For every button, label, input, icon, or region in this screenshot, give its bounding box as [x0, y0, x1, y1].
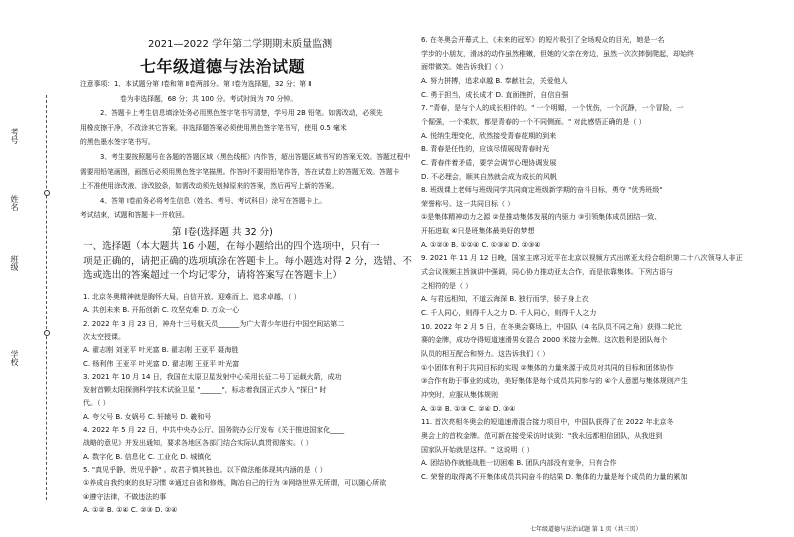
page-footer: 七年级道德与法治试题 第 1 页（共三页）: [530, 526, 642, 533]
sidebar-label-banji: 班级: [10, 255, 19, 271]
question-line: C. 勇于担当，成长成才 D. 直面挫折，自信自强: [421, 90, 569, 99]
question-line: A. ①② B. ①④ C. ②③ D. ②④: [83, 505, 178, 514]
question-line: 开拓进取 ④只是班集体最美好的梦想: [421, 227, 535, 236]
question-line: 奥会上的首枚金牌。范可新在接受采访时谈到："我永远都相信团队，从我进到: [421, 431, 663, 440]
question-line: 次太空授课。: [83, 332, 125, 341]
note-line: 4、答第 Ⅰ卷前务必将考生信息（姓名、考号、考试科目）涂写在答题卡上。: [100, 196, 326, 205]
question-line: 式会议视频主旨演讲中强调，同心协力推动亚太合作，而是依靠集体。下列古语与: [421, 268, 673, 277]
question-line: C. 荣誉的取得离不开集体成员共同奋斗的结果 D. 集体的力量是每个成员的力量的累加: [421, 472, 688, 481]
question-line: A. 共创未来 B. 开拓创新 C. 攻坚克难 D. 万众一心: [83, 306, 240, 315]
question-line: ①养成自我约束的良好习惯 ②通过自省和修炼，陶冶自己的行为 ③网络世界无所谓，可以随心所欲: [83, 479, 387, 488]
question-line: A. 努力拼搏，追求卓越 B. 奉献社会，关爱他人: [421, 76, 568, 85]
note-line: 上不准使用涂改液、涂改胶条，如需改动须先划掉原来的答案，然后再写上新的答案。: [80, 182, 339, 191]
question-line: ①小团体有利于共同目标的实现 ②集体的力量来源于成员对共同的目标和团体协作: [421, 363, 674, 372]
question-line: 10. 2022 年 2 月 5 日，在冬奥会赛场上，中国队（4 名队员不同之角）获得二轮比: [421, 322, 682, 331]
exam-name: 2021—2022 学年第二学期期末质量监测: [148, 39, 333, 50]
question-line: A. 悦纳生理变化，欣然接受青春花期的到来: [421, 131, 557, 140]
question-line: A. 翟志刚 刘亚平 叶光富 B. 翟志刚 王亚平 聂海胜: [83, 346, 239, 355]
question-line: C. 千人同心，则得千人之力 D. 千人同心，则得千人之力: [421, 309, 597, 317]
question-line: 3. 2021 年 10 月 14 日，我国在太原卫星发射中心采用长征二号丁运载火箭，成功: [83, 372, 342, 381]
question-line: C. 杨利伟 王亚平 叶光富 D. 翟志刚 王亚平 叶光富: [83, 359, 240, 368]
page-title: 七年级道德与法治试题: [140, 57, 306, 76]
note-line: 用橡皮擦干净，不改涂其它答案。非选择题答案必须使用黑色签字笔书写，使用 0.5 毫米: [80, 123, 347, 132]
question-line: C. 青春伴着矛盾，要学会调节心理协调发展: [421, 158, 557, 167]
question-line: A. ①② B. ①③ C. ②④ D. ③④: [421, 404, 516, 413]
question-line: 发射首颗太阳探测科学技术试验卫星 "______"，标志着我国正式步入 "探日" 时: [83, 386, 327, 395]
note-line: 3、考生要按照题号在各题的答题区域（黑色线框）内作答，超出答题区域书写的答案无效。答题过程中: [100, 153, 411, 161]
question-line: 6. 在冬奥会开幕式上，《未来的冠军》的短片吸引了全场观众的目光，她是一名: [421, 36, 665, 44]
question-line: A. 与君远相知，不道云海深 B. 独行而学，骄子身上衣: [421, 295, 589, 304]
question-line: 2. 2022 年 3 月 23 日，神舟十三号航天员______为广大青少年进行中国空间站第二: [83, 319, 345, 328]
question-line: 学步的小朋友，滑冰的动作虽然稚嫩，但她的父亲在旁边，虽然一次次摔倒爬起，却始终: [421, 49, 694, 58]
question-line: 9. 2021 年 11 月 12 日晚，国家主席习近平在北京以视频方式出席亚太经合组织第二十八次领导人非正: [421, 254, 743, 263]
note-line: 的黑色墨水签字笔书写。: [80, 138, 155, 147]
question-line: 之相符的是（ ）: [421, 281, 473, 290]
question-line: 11. 首次亮相冬奥会的短道速滑混合接力项目中，中国队获得了在 2022 年北京冬: [421, 418, 674, 427]
note-line: 需要用铅笔画图，画图后必须用黑色签字笔描黑。作答时不要用铅笔作答，答在试卷上的答题无效。答题卡: [80, 167, 400, 176]
question-line: A. 夸父号 B. 女娲号 C. 轩辕号 D. 羲和号: [83, 412, 212, 421]
question-line: 4. 2022 年 5 月 22 日，中共中央办公厅、国务院办公厅发布《关于推进国家化____: [83, 426, 345, 434]
question-line: ①是集体精神动力之源 ②是推动集体发展的内驱力 ③引领集体成员团结一致、: [421, 213, 662, 222]
question-line: A. 数字化 B. 信息化 C. 工业化 D. 城镇化: [83, 452, 212, 461]
sidebar-label-kaohao: 考号: [10, 128, 19, 144]
note-line: 注意事项：1、本试题分第 Ⅰ卷和第 Ⅱ卷两部分。第 Ⅰ卷为选择题，32 分；第 Ⅱ: [80, 80, 312, 88]
intro-line: 项是正确的，请把正确的选项填涂在答题卡上。每小题选对得 2 分，选错、不: [83, 255, 412, 267]
question-line: 赛的金牌，成功夺得短道速滑男女混合 2000 米接力金牌。这次胜利是团队每个: [421, 336, 668, 345]
question-line: D. 不必理会，顺其自然就会成为成长的风帆: [421, 172, 557, 181]
question-line: 1. 北京冬奥精神就是胸怀大局、自信开放、迎难而上、追求卓越、（ ）: [83, 293, 301, 301]
question-line: 代。（ ）: [83, 399, 110, 408]
question-line: 队员的相互配合和努力。这告诉我们（ ）: [421, 349, 550, 358]
question-line: ③合作有助于事业的成功，美好集体是每个成员共同参与的 ④个人意愿与集体规则产生: [421, 377, 688, 386]
sidebar-label-xingming: 姓名: [10, 195, 19, 211]
question-line: 国家队开始就是这样。" 这说明（ ）: [421, 445, 534, 454]
section-title: 第 Ⅰ卷(选择题 共 32 分): [172, 227, 273, 238]
question-line: A. ①②③ B. ①②④ C. ①③④ D. ②③④: [421, 240, 541, 249]
binding-line: [46, 95, 47, 500]
sidebar-label-xuexiao: 学校: [10, 350, 19, 366]
question-line: B. 青春是任性的，应该尽情展现青春时光: [421, 145, 550, 154]
note-line: 卷为非选择题，68 分；共 100 分。考试时间为 70 分钟。: [120, 94, 298, 103]
question-line: 7. "青春，是与个人的成长相伴的。" 一个明媚，一个忧伤，一个沉静，一个冒险，一: [421, 104, 684, 113]
question-line: 5. "真见乎静，贵见乎静" 。故君子慎其独也。以下做法能体现其内涵的是（ ）: [83, 465, 327, 474]
question-line: ④遵守法律，不做违法的事: [83, 492, 167, 501]
note-line: 2、答题卡上考生信息填涂处务必用黑色签字笔书写清楚，学号用 2B 铅笔。如需改动，必须先: [100, 109, 383, 118]
question-line: 面带微笑。她告诉我们（ ）: [421, 63, 508, 72]
intro-line: 选或选出的答案超过一个均记零分，请将答案写在答题卡上）: [83, 270, 343, 281]
binding-hole: [44, 330, 50, 336]
intro-line: 一、选择题（本大题共 16 小题，在每小题给出的四个选项中，只有一: [83, 241, 380, 252]
question-line: 荣誉称号。这一共同目标（ ）: [421, 199, 515, 208]
question-line: 冲突时，应服从集体规则: [421, 390, 498, 399]
note-line: 考试结束，试题和答题卡一并收回。: [80, 211, 189, 220]
binding-hole: [44, 190, 50, 196]
question-line: 个倔强，一个柔软，都是青春的一个不同侧面。" 对此感悟正确的是（ ）: [421, 117, 646, 126]
question-line: 8. 班级课上老师与班级同学共同商定班级新学期的奋斗目标，勇夺 "优秀班级": [421, 186, 663, 195]
question-line: A. 团结协作就能战胜一切困难 B. 团队内部没有竞争，只有合作: [421, 459, 617, 468]
question-line: 战略的意见》并发出通知，要求各地区各部门结合实际认真贯彻落实。（ ）: [83, 439, 313, 448]
